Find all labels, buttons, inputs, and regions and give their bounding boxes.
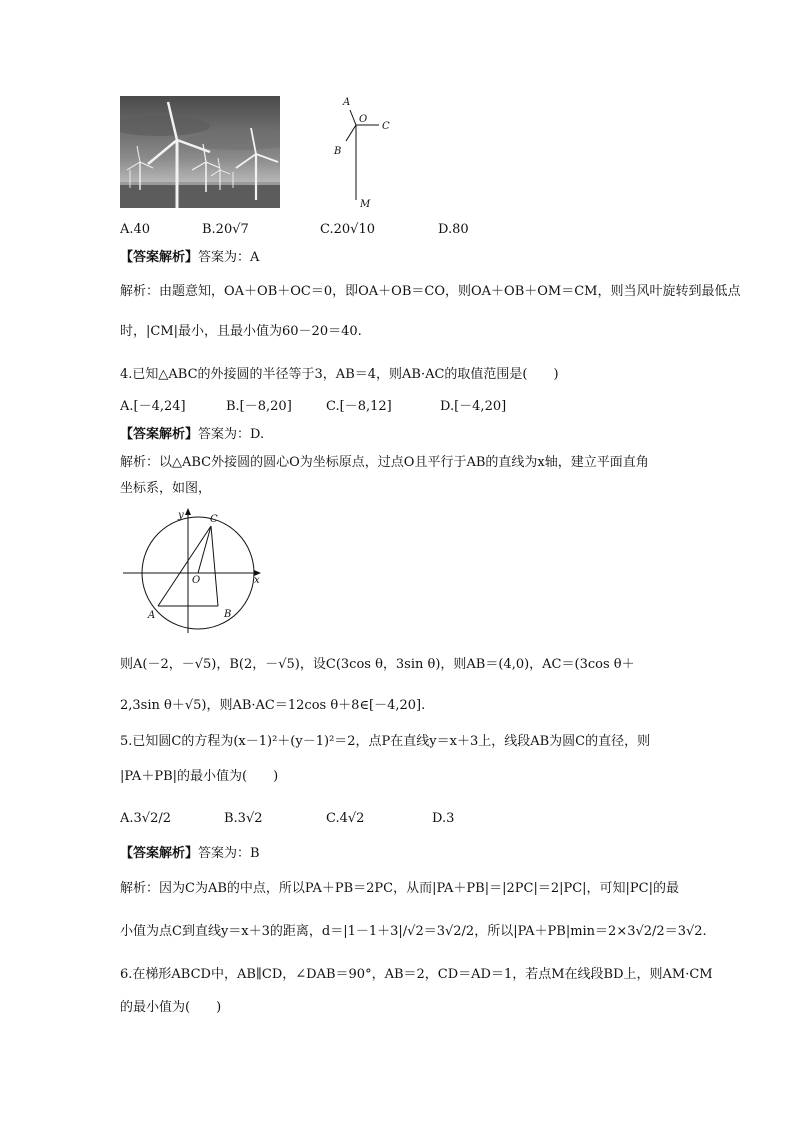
q3-answer: [120, 249, 259, 267]
answer-text: 答案为：D.: [198, 427, 265, 442]
diagram-label-A: A: [343, 97, 351, 108]
q4-option-c: C.[－8,12]: [326, 399, 392, 414]
q6-stem-line-2: 的最小值为( ): [120, 1000, 222, 1015]
q5-analysis-line-2: 小值为点C到直线y＝x＋3的距离，d＝|1－1＋3|/√2＝3√2/2，所以|PA＋PB|min＝2×3√2/2＝3√2.: [120, 924, 707, 939]
diagram-label-B: B: [334, 146, 342, 157]
answer-text: 答案为：A: [198, 250, 260, 265]
q5-option-c: C.4√2: [326, 811, 365, 826]
q5-stem-line-1: 5.已知圆C的方程为(x－1)²＋(y－1)²＝2，点P在直线y＝x＋3上，线段AB为圆C的直径，则: [120, 734, 651, 749]
q3-option-a: A.40: [120, 222, 151, 237]
q4-option-d: D.[－4,20]: [440, 399, 507, 414]
wind-turbine-photo: [120, 96, 280, 208]
figure-label-C: C: [210, 514, 218, 525]
q5-answer: [120, 845, 260, 863]
q5-stem-line-2: |PA＋PB|的最小值为( ): [120, 769, 279, 784]
q5-option-d: D.3: [432, 811, 455, 826]
q4-option-a: A.[－4,24]: [120, 399, 186, 414]
figure-label-O: O: [192, 575, 201, 586]
q4-answer: [120, 426, 264, 444]
q3-option-c: C.20√10: [320, 222, 375, 237]
q3-analysis-line-2: 时，|CM|最小，且最小值为60－20＝40.: [120, 324, 362, 339]
diagram-label-C: C: [382, 121, 390, 132]
q5-option-b: B.3√2: [224, 811, 263, 826]
q4-analysis-line-3: 则A(－2，－√5)，B(2，－√5)，设C(3cos θ，3sin θ)，则AB＝(4,0)，AC＝(3cos θ＋: [120, 657, 635, 672]
figure-label-y: y: [178, 510, 184, 521]
q4-analysis-line-4: 2,3sin θ＋√5)，则AB·AC＝12cos θ＋8∈[－4,20].: [120, 698, 426, 713]
diagram-label-O: O: [359, 114, 368, 125]
figure-label-x: x: [254, 575, 260, 586]
q4-option-b: B.[－8,20]: [226, 399, 292, 414]
q6-stem-line-1: 6.在梯形ABCD中，AB∥CD，∠DAB＝90°，AB＝2，CD＝AD＝1，若点M在线段BD上，则AM·CM: [120, 967, 713, 982]
diagram-label-M: M: [360, 199, 371, 210]
q4-analysis-line-1: 解析：以△ABC外接圆的圆心O为坐标原点，过点O且平行于AB的直线为x轴，建立平面直角: [120, 455, 649, 470]
q3-option-b: B.20√7: [202, 222, 249, 237]
circle-coordinate-figure: [118, 505, 268, 635]
answer-heading: 【答案解析】: [120, 250, 199, 265]
answer-heading: 【答案解析】: [120, 427, 199, 442]
q5-option-a: A.3√2/2: [120, 811, 171, 826]
q4-stem: 4.已知△ABC的外接圆的半径等于3，AB＝4，则AB·AC的取值范围是( ): [120, 367, 559, 382]
figure-label-B: B: [224, 609, 232, 620]
q5-analysis-line-1: 解析：因为C为AB的中点，所以PA＋PB＝2PC，从而|PA＋PB|＝|2PC|＝2|PC|，可知|PC|的最: [120, 881, 680, 896]
q3-analysis-line-1: 解析：由题意知，OA＋OB＋OC＝0，即OA＋OB＝CO，则OA＋OB＋OM＝CM，则当风叶旋转到最低点: [120, 284, 741, 299]
answer-heading: 【答案解析】: [120, 846, 199, 861]
turbine-diagram: [326, 92, 400, 210]
q3-option-d: D.80: [438, 222, 469, 237]
figure-label-A: A: [148, 610, 156, 621]
answer-text: 答案为：B: [198, 846, 260, 861]
q4-analysis-line-2: 坐标系，如图，: [120, 481, 212, 496]
